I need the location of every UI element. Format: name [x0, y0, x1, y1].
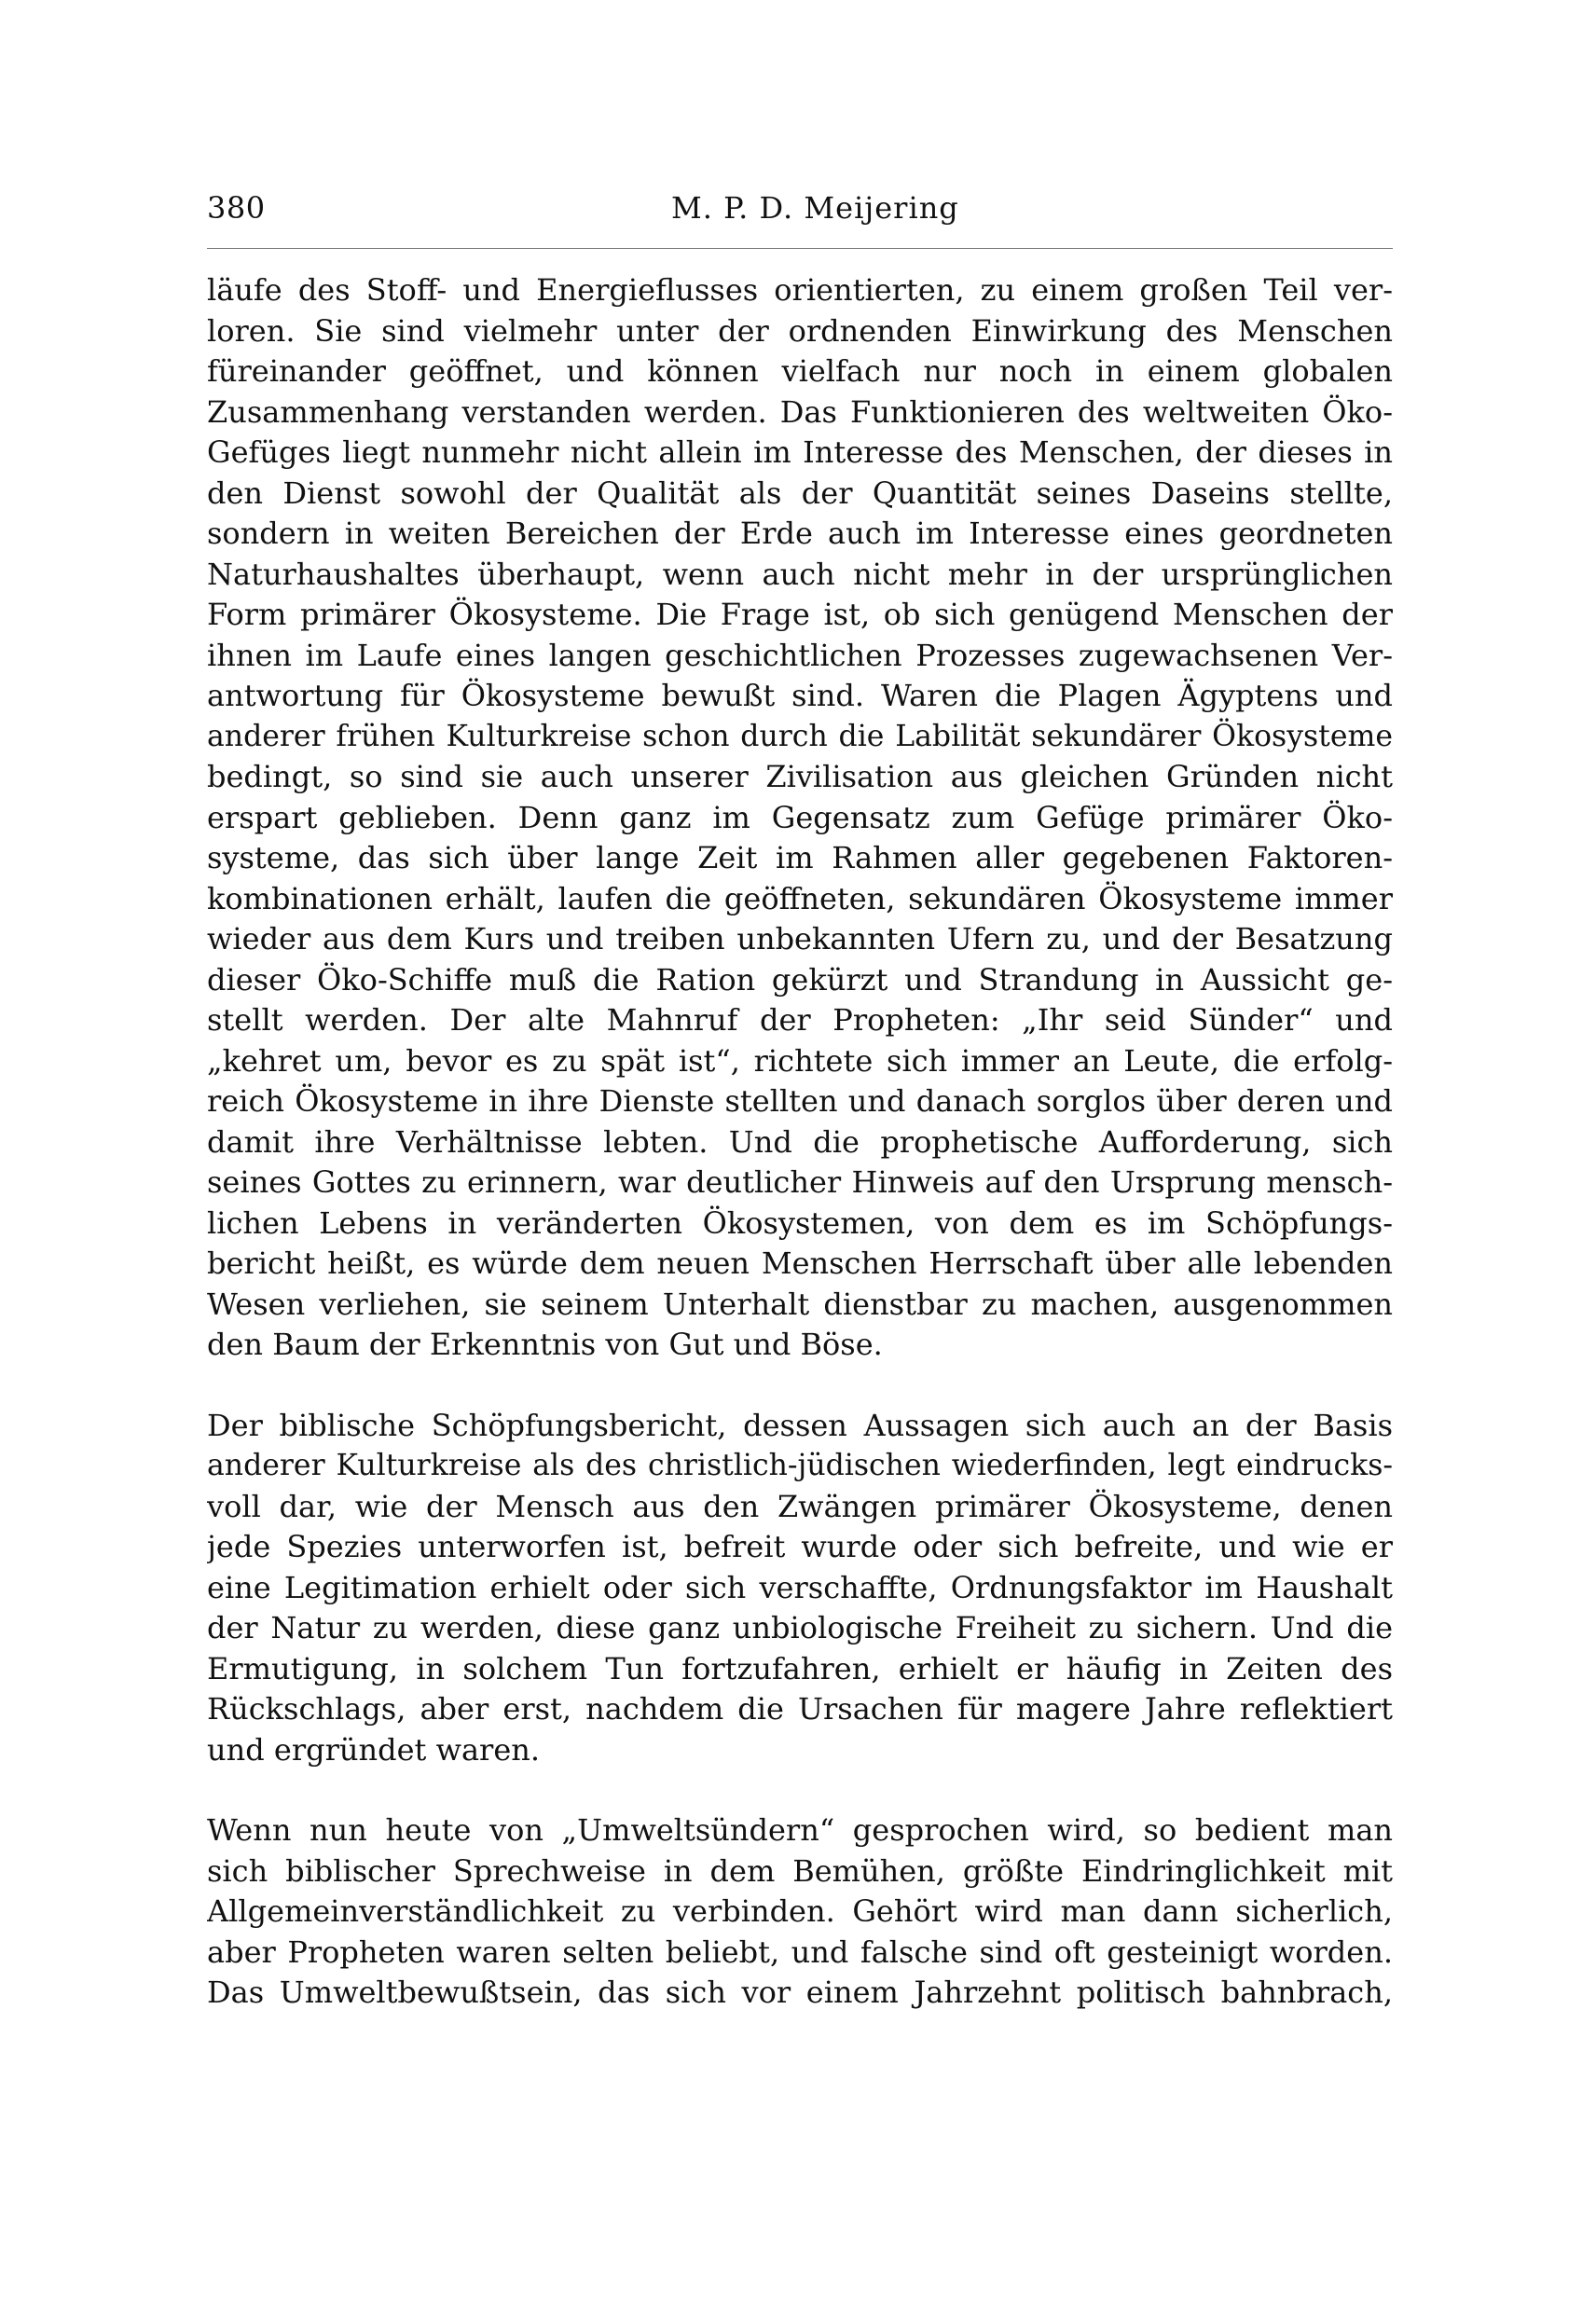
text-line: Zusammenhang verstanden werden. Das Funktionieren des weltweiten Öko-: [207, 393, 1393, 430]
text-line: dieser Öko-Schiffe muß die Ration gekürzt und Strandung in Aussicht ge-: [207, 961, 1393, 998]
text-line: antwortung für Ökosysteme bewußt sind. Waren die Plagen Ägyptens und: [207, 678, 1393, 713]
text-line: loren. Sie sind vielmehr unter der ordnenden Einwirkung des Menschen: [207, 312, 1393, 349]
text-line: kombinationen erhält, laufen die geöffneten, sekundären Ökosysteme immer: [207, 880, 1393, 916]
text-line: Naturhaushaltes überhaupt, wenn auch nicht mehr in der ursprünglichen: [207, 556, 1393, 592]
text-line: stellt werden. Der alte Mahnruf der Propheten: „Ihr seid Sünder“ und: [207, 1002, 1393, 1038]
text-line: den Baum der Erkenntnis von Gut und Böse.: [207, 1327, 883, 1362]
text-line: Rückschlags, aber erst, nachdem die Ursachen für magere Jahre reflektiert: [207, 1691, 1393, 1727]
body-text: [207, 270, 1393, 2014]
text-line: bedingt, so sind sie auch unserer Zivilisation aus gleichen Gründen nicht: [207, 759, 1393, 794]
paragraph-gap: [207, 1770, 1393, 1810]
text-line: seines Gottes zu erinnern, war deutlicher Hinweis auf den Ursprung mensch-: [207, 1164, 1393, 1200]
header-rule: [207, 248, 1393, 249]
text-line: Ermutigung, in solchem Tun fortzufahren, erhielt er häufig in Zeiten des: [207, 1650, 1393, 1686]
text-line: den Dienst sowohl der Qualität als der Quantität seines Daseins stellte,: [207, 475, 1393, 511]
text-line: Das Umweltbewußtsein, das sich vor einem Jahrzehnt politisch bahnbrach,: [207, 1975, 1393, 2010]
text-line: bericht heißt, es würde dem neuen Menschen Herrschaft über alle lebenden: [207, 1245, 1393, 1281]
text-line: systeme, das sich über lange Zeit im Rahmen aller gegebenen Faktoren-: [207, 840, 1393, 875]
text-line: der Natur zu werden, diese ganz unbiologische Freiheit zu sichern. Und die: [207, 1610, 1393, 1645]
text-line: läufe des Stoff- und Energieflusses orientierten, zu einem großen Teil ver-: [207, 272, 1393, 308]
running-head: M. P. D. Meijering: [671, 190, 959, 226]
text-line: „kehret um, bevor es zu spät ist“, richtete sich immer an Leute, die erfolg-: [207, 1042, 1393, 1079]
paragraph-1: [207, 270, 1393, 1366]
text-line: sich biblischer Sprechweise in dem Bemühen, größte Eindringlichkeit mit: [207, 1852, 1393, 1889]
text-line: erspart geblieben. Denn ganz im Gegensatz zum Gefüge primärer Öko-: [207, 799, 1393, 835]
page-number: 380: [207, 190, 266, 226]
paragraph-2: [207, 1406, 1393, 1771]
text-line: anderer Kulturkreise als des christlich-jüdischen wiederfinden, legt eindrucks-: [207, 1449, 1393, 1482]
text-line: sondern in weiten Bereichen der Erde auch im Interesse eines geordneten: [207, 516, 1393, 551]
text-line: Der biblische Schöpfungsbericht, dessen Aussagen sich auch an der Basis: [207, 1407, 1393, 1443]
text-line: voll dar, wie der Mensch aus den Zwängen primärer Ökosysteme, denen: [207, 1488, 1393, 1524]
text-line: jede Spezies unterworfen ist, befreit wurde oder sich befreite, und wie er: [207, 1529, 1393, 1564]
paragraph-gap: [207, 1366, 1393, 1406]
text-line: Form primärer Ökosysteme. Die Frage ist, ob sich genügend Menschen der: [207, 597, 1393, 632]
text-line: eine Legitimation erhielt oder sich verschaffte, Ordnungsfaktor im Haushalt: [207, 1569, 1393, 1605]
text-line: anderer frühen Kulturkreise schon durch die Labilität sekundärer Ökosysteme: [207, 719, 1393, 753]
text-line: damit ihre Verhältnisse lebten. Und die prophetische Aufforderung, sich: [207, 1123, 1393, 1160]
text-line: Allgemeinverständlichkeit zu verbinden. Gehört wird man dann sicherlich,: [207, 1893, 1393, 1929]
text-line: Wenn nun heute von „Umweltsündern“ gesprochen wird, so bedient man: [207, 1812, 1393, 1848]
paragraph-3: [207, 1810, 1393, 2014]
text-line: reich Ökosysteme in ihre Dienste stellten und danach sorglos über deren und: [207, 1083, 1393, 1119]
text-line: lichen Lebens in veränderten Ökosystemen, von dem es im Schöpfungs-: [207, 1204, 1393, 1241]
text-line: und ergründet waren.: [207, 1731, 541, 1768]
text-line: Wesen verliehen, sie seinem Unterhalt dienstbar zu machen, ausgenommen: [207, 1286, 1393, 1322]
text-line: Gefüges liegt nunmehr nicht allein im Interesse des Menschen, der dieses in: [207, 434, 1393, 470]
text-line: füreinander geöffnet, und können vielfach nur noch in einem globalen: [207, 353, 1393, 389]
text-line: ihnen im Laufe eines langen geschichtlichen Prozesses zugewachsenen Ver-: [207, 637, 1393, 673]
text-line: wieder aus dem Kurs und treiben unbekannten Ufern zu, und der Besatzung: [207, 921, 1393, 956]
text-line: aber Propheten waren selten beliebt, und falsche sind oft gesteinigt worden.: [207, 1934, 1393, 1970]
